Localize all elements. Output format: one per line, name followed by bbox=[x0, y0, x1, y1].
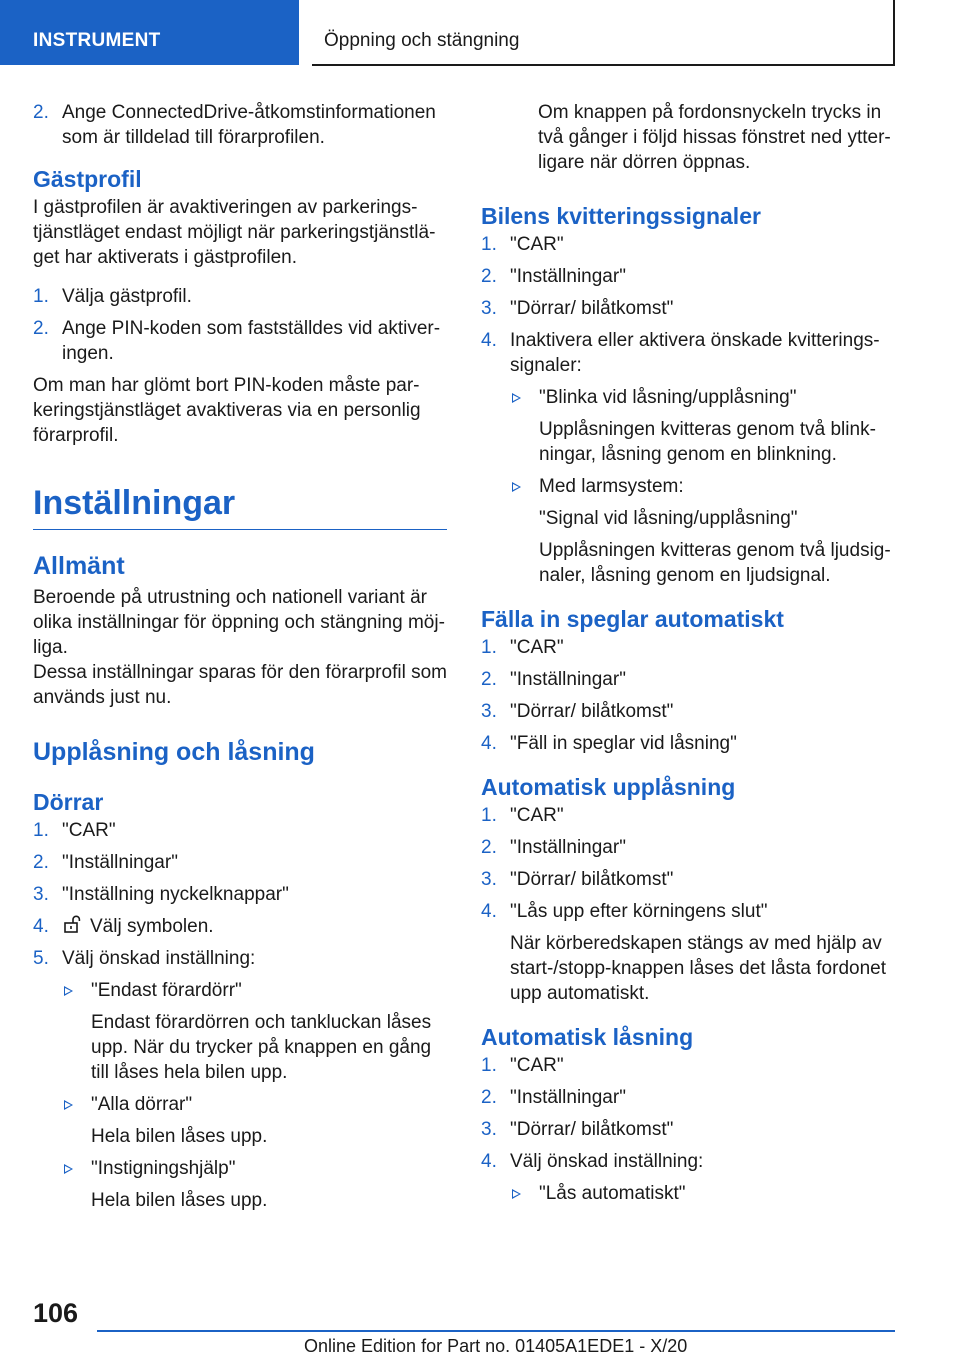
step-number: 5. bbox=[33, 948, 49, 969]
step-text: "Inställningar" bbox=[62, 852, 178, 873]
list-item bbox=[481, 835, 895, 860]
step-number: 3. bbox=[481, 298, 497, 319]
list-item bbox=[481, 803, 895, 828]
header-section-tab bbox=[0, 0, 299, 65]
allmant-heading: Allmänt bbox=[33, 552, 125, 580]
page-number: 106 bbox=[33, 1298, 79, 1328]
auto-upplasning-steps bbox=[481, 803, 895, 1006]
step-number: 1. bbox=[481, 805, 497, 826]
header-title: Öppning och stängning bbox=[324, 30, 520, 51]
list-item bbox=[481, 635, 895, 660]
step-text: "Dörrar/ bilåtkomst" bbox=[510, 701, 674, 722]
step-text: "Inställningar" bbox=[510, 266, 626, 287]
step-text: "Lås upp efter körningens slut" bbox=[510, 901, 768, 922]
gastprofil-note: Om man har glömt bort PIN-koden måste parkeringstjänstläget avaktiveras via en personlig förarprofil. bbox=[33, 375, 421, 446]
speglar-heading: Fälla in speglar automatiskt bbox=[481, 606, 784, 632]
footer-edition: Online Edition for Part no. 01405A1EDE1 - X/20 bbox=[304, 1336, 688, 1356]
window-note: Om knappen på fordonsnyckeln trycks in två gånger i följd hissas fönstret ned ytterligare när dörren öppnas. bbox=[538, 102, 891, 173]
auto-lasning-options bbox=[510, 1181, 895, 1206]
list-item bbox=[481, 867, 895, 892]
step-number: 3. bbox=[481, 869, 497, 890]
step-number: 2. bbox=[481, 1087, 497, 1108]
step-number: 2. bbox=[33, 318, 49, 339]
step-text: "Dörrar/ bilåtkomst" bbox=[510, 1119, 674, 1140]
step-number: 1. bbox=[481, 1055, 497, 1076]
step-number: 1. bbox=[481, 637, 497, 658]
list-item bbox=[481, 1053, 895, 1078]
step-text: Välj önskad inställning: bbox=[510, 1151, 704, 1172]
step-text: "Dörrar/ bilåtkomst" bbox=[510, 298, 674, 319]
list-item bbox=[481, 699, 895, 724]
unlock-icon bbox=[62, 914, 82, 934]
list-item bbox=[481, 899, 895, 1006]
option-label: "Endast förardörr" bbox=[91, 980, 242, 1001]
step-number: 4. bbox=[481, 1151, 497, 1172]
list-item bbox=[481, 264, 895, 289]
step-text: Ange PIN-koden som fastställdes vid aktiveringen. bbox=[62, 318, 441, 364]
step-number: 4. bbox=[481, 330, 497, 351]
option-item bbox=[510, 385, 895, 467]
list-item bbox=[33, 946, 447, 1213]
step-text: "CAR" bbox=[510, 637, 564, 658]
step-text: Välj önskad inställning: bbox=[62, 948, 256, 969]
option-sublabel: "Signal vid låsning/upplåsning" bbox=[539, 508, 798, 529]
step-text: "CAR" bbox=[510, 1055, 564, 1076]
dorrar-steps bbox=[33, 818, 447, 1213]
right-column bbox=[481, 100, 895, 1213]
list-item bbox=[481, 667, 895, 692]
list-item bbox=[481, 1117, 895, 1142]
option-description: Hela bilen låses upp. bbox=[91, 1126, 268, 1147]
option-item bbox=[510, 474, 895, 588]
step-text: Välja gästprofil. bbox=[62, 286, 192, 307]
step-number: 4. bbox=[481, 901, 497, 922]
option-label: "Alla dörrar" bbox=[91, 1094, 193, 1115]
option-label: "Lås automatiskt" bbox=[539, 1183, 686, 1204]
step-note: När körberedskapen stängs av med hjälp av start-/stopp-knappen låses det låsta fordonet upp automatiskt. bbox=[510, 933, 887, 1004]
step-number: 2. bbox=[33, 852, 49, 873]
list-item bbox=[481, 328, 895, 588]
step-number: 2. bbox=[481, 669, 497, 690]
speglar-steps bbox=[481, 635, 895, 756]
step-text: Ange ConnectedDrive-åtkomstinformationen som är tilldelad till förarprofilen. bbox=[62, 102, 436, 148]
header-section-label: INSTRUMENT bbox=[33, 30, 161, 51]
step-number: 4. bbox=[33, 916, 49, 937]
option-description: Upplåsningen kvitteras genom två ljudsignaler, låsning genom en ljudsignal. bbox=[539, 540, 891, 586]
step-text: "Inställningar" bbox=[510, 837, 626, 858]
footer-divider bbox=[97, 1330, 895, 1332]
step-text: "Inställningar" bbox=[510, 669, 626, 690]
list-item bbox=[33, 914, 447, 939]
step-number: 1. bbox=[481, 234, 497, 255]
step-text: "Inställningar" bbox=[510, 1087, 626, 1108]
list-item bbox=[481, 296, 895, 321]
option-item bbox=[62, 1156, 447, 1213]
option-label: "Blinka vid låsning/upplåsning" bbox=[539, 387, 797, 408]
triangle-bullet-icon bbox=[512, 482, 521, 492]
header-title-box bbox=[312, 0, 895, 66]
list-item bbox=[481, 731, 895, 756]
step-number: 3. bbox=[481, 1119, 497, 1140]
list-item bbox=[33, 100, 447, 150]
step-text: "CAR" bbox=[62, 820, 116, 841]
kvittering-heading: Bilens kvitteringssignaler bbox=[481, 203, 761, 229]
option-description: Upplåsningen kvitteras genom två blinkningar, låsning genom en blinkning. bbox=[539, 419, 876, 465]
dorrar-heading: Dörrar bbox=[33, 789, 104, 815]
step-text: "CAR" bbox=[510, 805, 564, 826]
option-item bbox=[62, 978, 447, 1085]
installningar-heading: Inställningar bbox=[33, 484, 447, 530]
step-number: 4. bbox=[481, 733, 497, 754]
step-number: 1. bbox=[33, 286, 49, 307]
list-item bbox=[33, 284, 447, 309]
step-text: Välj symbolen. bbox=[90, 916, 214, 937]
kvittering-steps bbox=[481, 232, 895, 588]
step-number: 1. bbox=[33, 820, 49, 841]
gastprofil-steps bbox=[33, 284, 447, 366]
step-text: "Dörrar/ bilåtkomst" bbox=[510, 869, 674, 890]
auto-lasning-steps bbox=[481, 1053, 895, 1206]
allmant-paragraph-1: Beroende på utrustning och nationell variant är olika inställningar för öppning och stängning möjliga. bbox=[33, 587, 445, 658]
step-number: 2. bbox=[33, 102, 49, 123]
list-item bbox=[481, 1149, 895, 1206]
option-item bbox=[62, 1092, 447, 1149]
triangle-bullet-icon bbox=[64, 1164, 73, 1174]
auto-lasning-heading: Automatisk låsning bbox=[481, 1024, 694, 1050]
option-item bbox=[510, 1181, 895, 1206]
upplasning-heading: Upplåsning och låsning bbox=[33, 738, 315, 766]
step-number: 2. bbox=[481, 837, 497, 858]
dorrar-options bbox=[62, 978, 447, 1213]
triangle-bullet-icon bbox=[512, 393, 521, 403]
step-text: Inaktivera eller aktivera önskade kvitteringssignaler: bbox=[510, 330, 880, 376]
triangle-bullet-icon bbox=[512, 1189, 521, 1199]
triangle-bullet-icon bbox=[64, 986, 73, 996]
option-description: Hela bilen låses upp. bbox=[91, 1190, 268, 1211]
step-number: 3. bbox=[481, 701, 497, 722]
step-text: "CAR" bbox=[510, 234, 564, 255]
list-item bbox=[33, 316, 447, 366]
allmant-paragraph-2: Dessa inställningar sparas för den förarprofil som används just nu. bbox=[33, 662, 447, 708]
step-number: 3. bbox=[33, 884, 49, 905]
option-label: "Instigningshjälp" bbox=[91, 1158, 236, 1179]
left-column bbox=[33, 100, 447, 1220]
gastprofil-paragraph: I gästprofilen är avaktiveringen av parkeringstjänstläget endast möjligt när parkeringstjänstläget har aktiverats i gästprofilen. bbox=[33, 197, 436, 268]
gastprofil-heading: Gästprofil bbox=[33, 166, 142, 192]
step-text: "Inställning nyckelknappar" bbox=[62, 884, 289, 905]
list-item bbox=[481, 232, 895, 257]
list-item bbox=[33, 882, 447, 907]
intro-steps bbox=[33, 100, 447, 150]
option-description: Endast förardörren och tankluckan låses upp. När du trycker på knappen en gång till låses hela bilen upp. bbox=[91, 1012, 432, 1083]
option-label: Med larmsystem: bbox=[539, 476, 684, 497]
kvittering-options bbox=[510, 385, 895, 588]
step-text: "Fäll in speglar vid låsning" bbox=[510, 733, 737, 754]
list-item bbox=[33, 850, 447, 875]
triangle-bullet-icon bbox=[64, 1100, 73, 1110]
list-item bbox=[481, 1085, 895, 1110]
auto-upplasning-heading: Automatisk upplåsning bbox=[481, 774, 736, 800]
step-number: 2. bbox=[481, 266, 497, 287]
list-item bbox=[33, 818, 447, 843]
